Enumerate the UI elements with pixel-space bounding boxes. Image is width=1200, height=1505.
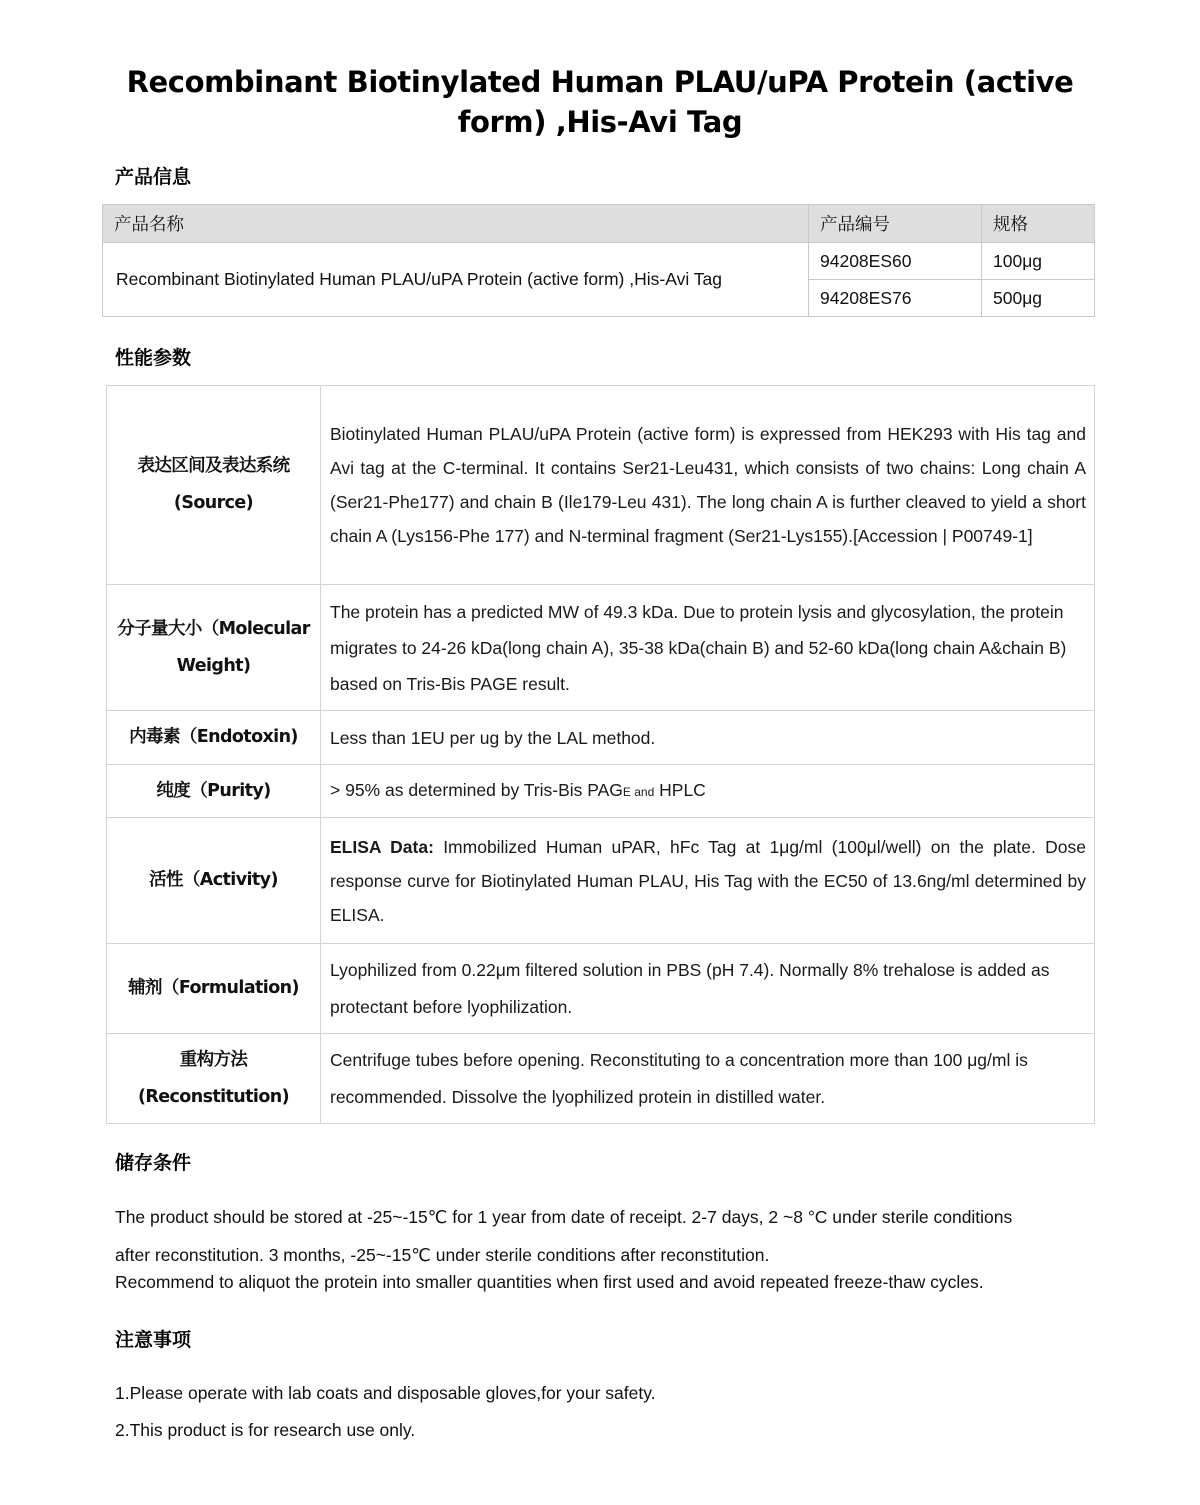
list-item: 1.Please operate with lab coats and disposable gloves,for your safety. — [115, 1383, 656, 1403]
heading-product-info: 产品信息 — [115, 166, 192, 188]
spec-label — [107, 765, 321, 818]
product-size-cell: 100μg — [982, 243, 1095, 280]
title-line-2: form) ,His-Avi Tag — [457, 105, 743, 139]
storage-line-2: after reconstitution. 3 months, -25~-15℃ under sterile conditions after reconstitution. — [115, 1245, 770, 1265]
purity-text-a: > 95% as determined by Tris-Bis PAG — [330, 780, 623, 800]
spec-label-cn: 活性（Activity) — [149, 870, 278, 890]
document-title — [100, 62, 1100, 142]
heading-storage: 储存条件 — [115, 1152, 192, 1174]
product-code-cell: 94208ES76 — [809, 280, 982, 317]
spec-label-en: (Source) — [173, 493, 254, 513]
spec-label-en: Weight) — [176, 655, 251, 676]
spec-label-cn: 重构方法 — [179, 1049, 248, 1070]
spec-row-endotoxin — [107, 711, 1095, 765]
spec-value — [321, 818, 1095, 944]
table-header-row — [103, 205, 1095, 243]
heading-notes: 注意事项 — [115, 1329, 192, 1351]
spec-table — [106, 385, 1095, 1124]
spec-value: The protein has a predicted MW of 49.3 kDa. Due to protein lysis and glycosylation, the protein migrates to 24-26 kDa(long chain A), 35-38 kDa(chain B) and 52-60 kDa(long chain A&chain B) based on Tris-Bis PAGE result. — [321, 585, 1095, 711]
purity-text-b: E and — [622, 785, 655, 799]
storage-line-3: Recommend to aliquot the protein into smaller quantities when first used and avoid repeated freeze-thaw cycles. — [115, 1272, 984, 1292]
spec-row-activity — [107, 818, 1095, 944]
product-name-cell: Recombinant Biotinylated Human PLAU/uPA Protein (active form) ,His-Avi Tag — [103, 243, 809, 317]
heading-parameters: 性能参数 — [115, 347, 192, 369]
spec-value: Centrifuge tubes before opening. Reconstituting to a concentration more than 100 μg/ml is recommended. Dissolve the lyophilized protein in distilled water. — [321, 1034, 1095, 1124]
product-code-cell: 94208ES60 — [809, 243, 982, 280]
spec-label-cn: 内毒素（Endotoxin) — [129, 727, 298, 747]
elisa-label: ELISA Data: — [330, 836, 434, 857]
purity-text-c: HPLC — [654, 780, 706, 800]
product-info-table — [102, 204, 1095, 317]
spec-value: Lyophilized from 0.22μm filtered solution in PBS (pH 7.4). Normally 8% trehalose is added as protectant before lyophilization. — [321, 944, 1095, 1034]
spec-value — [321, 765, 1095, 818]
spec-row-source — [107, 386, 1095, 585]
spec-label-cn: 分子量大小（Molecular — [117, 618, 310, 639]
spec-value: Biotinylated Human PLAU/uPA Protein (active form) is expressed from HEK293 with His tag and Avi tag at the C-terminal. It contains Ser21-Leu431, which consists of two chains: Long chain A (Ser21-Phe177) and chain B (Ile179-Leu 431). The long chain A is further cleaved to yield a short chain A (Lys156-Phe 177) and N-terminal fragment (Ser21-Lys155).[Accession | P00749-1] — [321, 386, 1095, 585]
spec-row-molecular-weight — [107, 585, 1095, 711]
spec-row-purity — [107, 765, 1095, 818]
table-row — [103, 243, 1095, 280]
header-product-name: 产品名称 — [103, 205, 809, 243]
title-line-1: Recombinant Biotinylated Human PLAU/uPA Protein (active — [126, 65, 1074, 99]
spec-row-formulation — [107, 944, 1095, 1034]
list-item: 2.This product is for research use only. — [115, 1420, 416, 1440]
spec-label — [107, 818, 321, 944]
spec-label — [107, 386, 321, 585]
spec-label-cn: 辅剂（Formulation) — [128, 978, 299, 998]
spec-label-cn: 表达区间及表达系统 — [137, 456, 290, 476]
activity-text: Immobilized Human uPAR, hFc Tag at 1μg/ml (100μl/well) on the plate. Dose response curve for Biotinylated Human PLAU, His Tag with the EC50 of 13.6ng/ml determined by ELISA. — [330, 836, 1086, 925]
spec-label — [107, 711, 321, 765]
spec-row-reconstitution — [107, 1034, 1095, 1124]
header-product-code: 产品编号 — [809, 205, 982, 243]
storage-line-1: The product should be stored at -25~-15℃ for 1 year from date of receipt. 2-7 days, 2 ~8 °C under sterile conditions — [115, 1207, 1013, 1227]
spec-label — [107, 1034, 321, 1124]
spec-label — [107, 944, 321, 1034]
notes-list — [115, 1375, 1105, 1449]
spec-label-en: (Reconstitution) — [137, 1086, 290, 1107]
spec-label — [107, 585, 321, 711]
storage-text — [115, 1198, 1105, 1274]
spec-label-cn: 纯度（Purity) — [156, 780, 271, 801]
spec-value: Less than 1EU per ug by the LAL method. — [321, 711, 1095, 765]
product-size-cell: 500μg — [982, 280, 1095, 317]
header-size: 规格 — [982, 205, 1095, 243]
